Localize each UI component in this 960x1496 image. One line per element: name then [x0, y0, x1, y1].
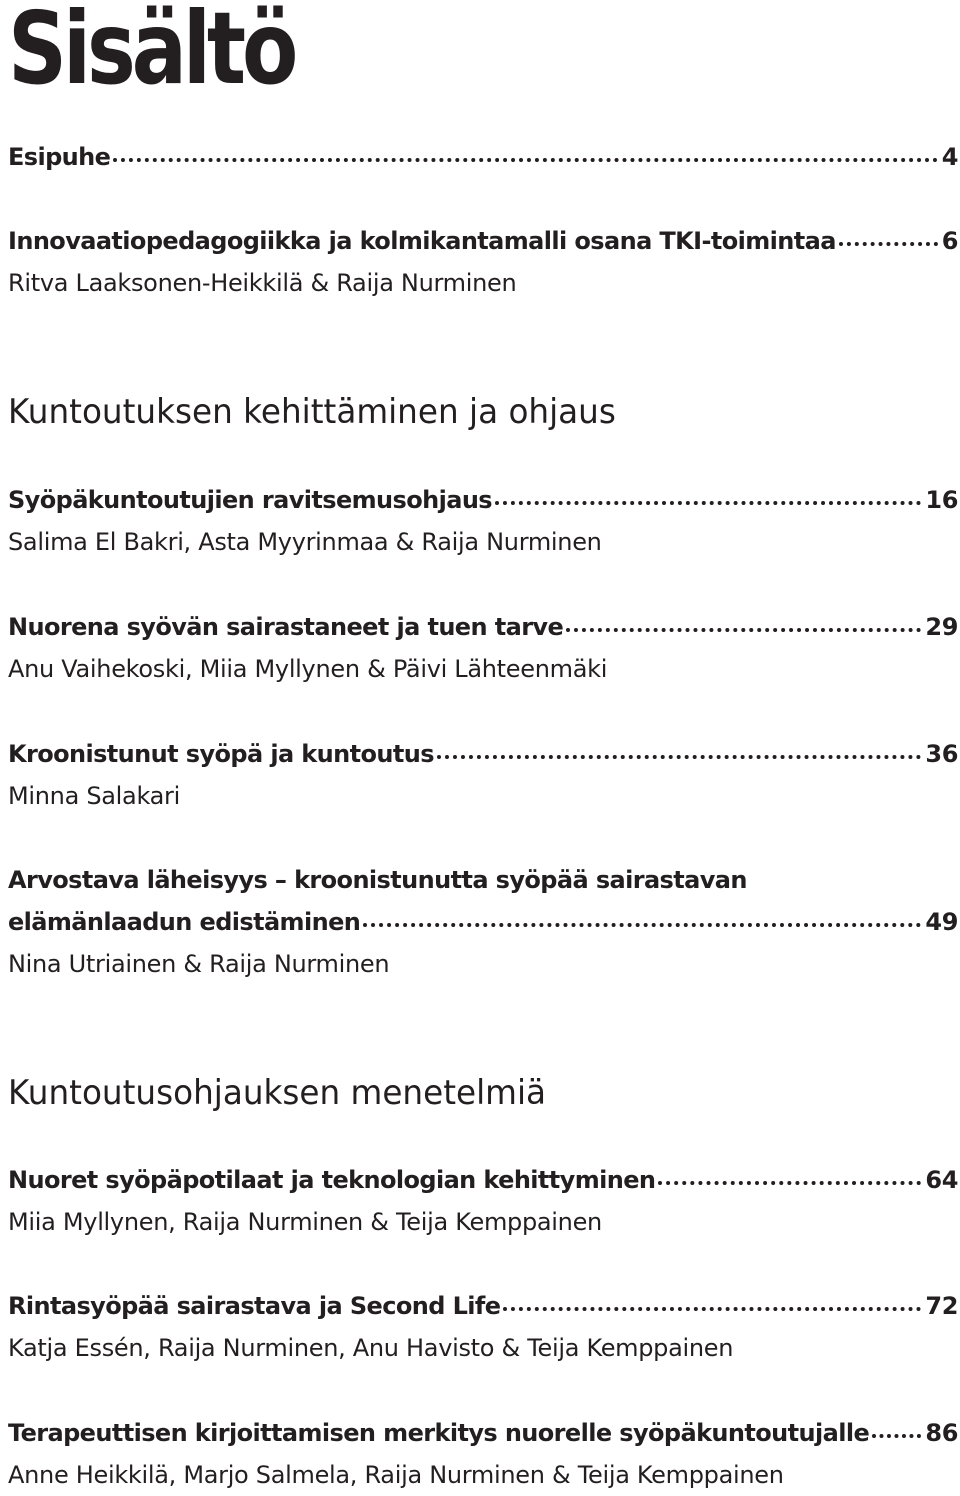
toc-entry-title: Terapeuttisen kirjoittamisen merkitys nuorelle syöpäkuntoutujalle	[8, 1419, 870, 1447]
toc-entry-title-line	[8, 1412, 958, 1454]
toc-entry-title: elämänlaadun edistäminen	[8, 908, 361, 936]
toc-entry-authors: Nina Utriainen & Raija Nurminen	[8, 950, 390, 978]
toc-page-number: 29	[925, 613, 958, 641]
toc-entry-nuoret-syopapotilaat[interactable]	[8, 1159, 958, 1243]
toc-entry-authors: Ritva Laaksonen-Heikkilä & Raija Nurminen	[8, 269, 517, 297]
toc-entry-authors: Anu Vaihekoski, Miia Myllynen & Päivi Lähteenmäki	[8, 655, 608, 683]
toc-page-number: 4	[941, 143, 958, 171]
toc-entry-title-line	[8, 901, 958, 943]
toc-entry-title: Nuoret syöpäpotilaat ja teknologian kehittyminen	[8, 1166, 656, 1194]
page-title: Sisältö	[8, 0, 295, 107]
toc-entry-authors: Katja Essén, Raija Nurminen, Anu Havisto & Teija Kemppainen	[8, 1334, 734, 1362]
toc-page-number: 6	[941, 227, 958, 255]
toc-entry-title: Kroonistunut syöpä ja kuntoutus	[8, 740, 434, 768]
toc-entry-title: Rintasyöpää sairastava ja Second Life	[8, 1292, 501, 1320]
toc-entry-nuorena-syovan[interactable]	[8, 606, 958, 690]
toc-page-number: 36	[925, 740, 958, 768]
toc-entry-rintasyopaa-second-life[interactable]	[8, 1285, 958, 1369]
toc-entry-title: Syöpäkuntoutujien ravitsemusohjaus	[8, 486, 492, 514]
toc-entry-arvostava-laheisyys[interactable]	[8, 859, 958, 985]
toc-entry-title-line	[8, 479, 958, 521]
dot-leader	[113, 152, 937, 162]
toc-entry-ravitsemusohjaus[interactable]	[8, 479, 958, 563]
toc-page-number: 49	[925, 908, 958, 936]
toc-entry-title-line	[8, 1159, 958, 1201]
toc-entry-title-line	[8, 220, 958, 262]
dot-leader	[839, 236, 938, 246]
toc-entry-title: Nuorena syövän sairastaneet ja tuen tarve	[8, 613, 564, 641]
toc-page-number: 72	[925, 1292, 958, 1320]
toc-entry-title: Esipuhe	[8, 143, 111, 171]
dot-leader	[872, 1428, 921, 1438]
toc-page-number: 16	[925, 486, 958, 514]
dot-leader	[495, 495, 921, 505]
toc-entry-title-line	[8, 1285, 958, 1327]
section-heading-kuntoutuksen-kehittaminen: Kuntoutuksen kehittäminen ja ohjaus	[8, 392, 616, 432]
toc-entry-kroonistunut-syopa[interactable]	[8, 733, 958, 817]
toc-entry-title: Innovaatiopedagogiikka ja kolmikantamalli osana TKI-toimintaa	[8, 227, 836, 255]
toc-entry-terapeuttinen-kirjoittaminen[interactable]	[8, 1412, 958, 1496]
toc-entry-esipuhe[interactable]	[8, 136, 958, 178]
toc-entry-authors: Salima El Bakri, Asta Myyrinmaa & Raija Nurminen	[8, 528, 602, 556]
dot-leader	[658, 1175, 921, 1185]
toc-entry-authors: Miia Myllynen, Raija Nurminen & Teija Kemppainen	[8, 1208, 602, 1236]
toc-entry-title-line	[8, 136, 958, 178]
toc-entry-authors: Minna Salakari	[8, 782, 180, 810]
section-heading-kuntoutusohjauksen-menetelmia: Kuntoutusohjauksen menetelmiä	[8, 1073, 547, 1113]
toc-entry-title-first-line: Arvostava läheisyys – kroonistunutta syöpää sairastavan	[8, 866, 747, 894]
dot-leader	[566, 622, 921, 632]
toc-page-number: 86	[925, 1419, 958, 1447]
toc-entry-title-line	[8, 733, 958, 775]
dot-leader	[503, 1301, 921, 1311]
toc-entry-authors: Anne Heikkilä, Marjo Salmela, Raija Nurminen & Teija Kemppainen	[8, 1461, 784, 1489]
dot-leader	[437, 749, 921, 759]
toc-entry-title-line	[8, 606, 958, 648]
toc-page-number: 64	[925, 1166, 958, 1194]
toc-entry-innovaatiopedagogiikka[interactable]	[8, 220, 958, 304]
dot-leader	[363, 917, 921, 927]
